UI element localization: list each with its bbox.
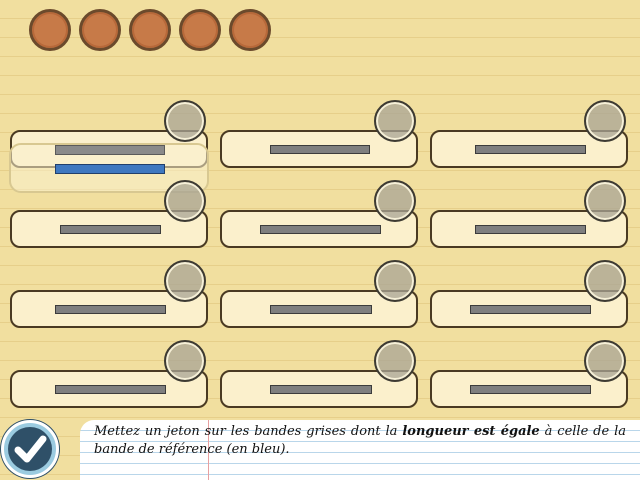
token-slot[interactable] <box>374 340 416 382</box>
token-slot[interactable] <box>374 180 416 222</box>
reference-gray-strip <box>55 145 165 155</box>
token-slot[interactable] <box>584 180 626 222</box>
reference-blue-strip <box>55 164 165 174</box>
gray-strip <box>55 305 166 314</box>
gray-strip <box>270 385 372 394</box>
gray-strip <box>60 225 161 234</box>
token[interactable] <box>29 9 71 51</box>
instruction-text <box>94 423 626 459</box>
gray-strip <box>470 385 591 394</box>
gray-strip <box>475 225 586 234</box>
token[interactable] <box>179 9 221 51</box>
token-slot[interactable] <box>374 100 416 142</box>
token-slot[interactable] <box>164 340 206 382</box>
token-slot[interactable] <box>374 260 416 302</box>
gray-strip <box>260 225 381 234</box>
token-slot[interactable] <box>164 180 206 222</box>
validate-button-face <box>8 427 52 471</box>
token-slot[interactable] <box>164 260 206 302</box>
instruction-panel <box>80 420 640 480</box>
instruction-emphasis: longueur est égale <box>402 424 540 439</box>
gray-strip <box>55 385 166 394</box>
gray-strip <box>470 305 591 314</box>
token[interactable] <box>79 9 121 51</box>
instruction-part-2: à celle de la bande de référence (en bleu). <box>94 424 627 457</box>
token-slot[interactable] <box>584 340 626 382</box>
token[interactable] <box>129 9 171 51</box>
token[interactable] <box>229 9 271 51</box>
token-slot[interactable] <box>584 260 626 302</box>
token-slot[interactable] <box>584 100 626 142</box>
instruction-part-1: Mettez un jeton sur les bandes grises dont la <box>94 424 403 439</box>
gray-strip <box>270 145 370 154</box>
token-slot[interactable] <box>164 100 206 142</box>
gray-strip <box>270 305 372 314</box>
validate-button[interactable] <box>1 420 59 478</box>
checkmark-icon <box>8 427 52 471</box>
gray-strip <box>475 145 586 154</box>
